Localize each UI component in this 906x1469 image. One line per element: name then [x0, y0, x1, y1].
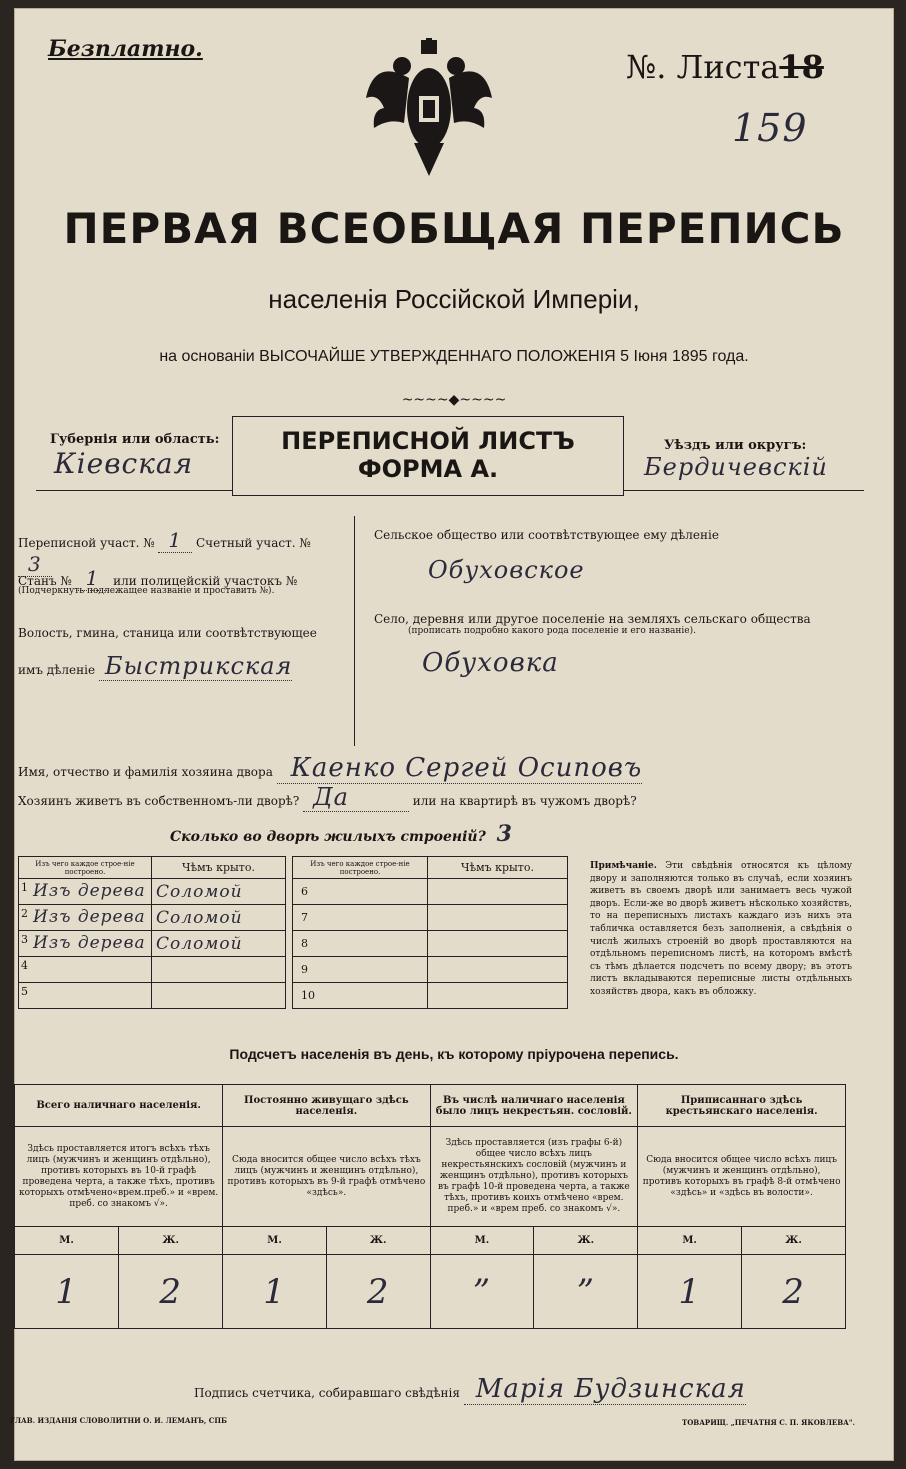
summary-m-value: 1 — [223, 1255, 327, 1329]
uezd-box — [624, 426, 864, 491]
building-number: 9 — [293, 957, 428, 983]
summary-f-label: Ж. — [119, 1227, 223, 1255]
double-eagle-emblem-icon — [364, 38, 494, 178]
signature-line — [194, 1374, 746, 1404]
divider-vertical — [354, 516, 355, 746]
summary-group-head: Приписаннаго здѣсь крестьянскаго населенія. — [638, 1085, 846, 1127]
building-roof — [428, 957, 568, 983]
building-roof — [428, 983, 568, 1009]
owner-lives-value: Да — [303, 783, 409, 812]
schetny-label: Счетный участ. № — [195, 536, 311, 550]
building-material: Изъ дерева — [33, 907, 146, 927]
building-number: 4 — [21, 959, 28, 972]
census-sheet — [10, 8, 894, 1461]
summary-f-value: 2 — [119, 1255, 223, 1329]
form-title: ПЕРЕПИСНОЙ ЛИСТЪ — [281, 427, 575, 455]
owner-name-value: Каенко Сергей Осиповъ — [277, 753, 643, 784]
society-label: Сельское общество или соотвѣтствующее ему дѣленіе — [374, 528, 719, 542]
basis-line: на основаніи ВЫСОЧАЙШЕ УТВЕРЖДЕННАГО ПОЛОЖЕНІЯ 5 Іюня 1895 года. — [159, 348, 749, 365]
summary-group-head: Постоянно живущаго здѣсь населенія. — [223, 1085, 430, 1127]
volost-label-2: имъ дѣленіе — [18, 663, 96, 677]
building-row — [19, 983, 286, 1009]
summary-f-label: Ж. — [534, 1227, 638, 1255]
owner-name-label: Имя, отчество и фамилія хозяина двора — [18, 765, 273, 779]
summary-f-label: Ж. — [742, 1227, 846, 1255]
village-value: Обуховка — [422, 648, 559, 678]
sheet-number-label: №. Листа18 — [626, 48, 824, 86]
signature-value: Марія Будзинская — [464, 1374, 746, 1405]
summary-f-label: Ж. — [326, 1227, 430, 1255]
perepisnoy-label: Переписной участ. № — [18, 536, 155, 550]
building-roof — [152, 957, 286, 983]
building-roof: Соломой — [152, 879, 286, 905]
note-title: Примѣчаніе. — [590, 861, 657, 871]
footer-right: ТОВАРИЩ. „ПЕЧАТНЯ С. П. ЯКОВЛЕВА". — [682, 1418, 855, 1427]
perepisnoy-value: 1 — [158, 528, 192, 553]
building-count-label: Сколько во дворѣ жилыхъ строеній? — [170, 829, 486, 845]
police-label: или полицейскій участокъ № — [113, 574, 298, 588]
summary-m-label: М. — [223, 1227, 327, 1255]
stan-value: 1 — [76, 566, 110, 591]
building-roof — [428, 879, 568, 905]
building-row — [19, 931, 286, 957]
summary-group-desc: Здѣсь проставляется итогъ всѣхъ тѣхъ лицъ (мужчинъ и женщинъ отдѣльно), противъ которыхъ въ 10-й графѣ проведена черта, а также тѣхъ, противъ которыхъ отмѣчено«врем.преб.» и «врем. преб. со знакомъ √». — [15, 1127, 223, 1227]
guberniya-label: Губернія или область: — [50, 432, 220, 447]
building-row — [293, 879, 568, 905]
building-row — [19, 879, 286, 905]
buildings-table-left — [18, 856, 286, 1009]
summary-group-head: Всего наличнаго населенія. — [15, 1085, 223, 1127]
volost-label: Волость, гмина, станица или соотвѣтствующее — [18, 626, 317, 640]
building-row — [19, 957, 286, 983]
guberniya-box — [36, 426, 232, 491]
buildings-note — [590, 860, 852, 999]
building-row — [293, 983, 568, 1009]
guberniya-value: Кіевская — [54, 447, 194, 480]
building-number: 2 — [21, 907, 28, 920]
buildings-table-right — [292, 856, 568, 1009]
form-name: ФОРМА А. — [357, 455, 499, 483]
free-label: Безплатно. — [48, 36, 203, 62]
summary-group-desc: Здѣсь проставляется (изъ графы 6-й) общее число всѣхъ лицъ некрестьянскихъ сословій (мужчинъ и женщинъ отдѣльно), противъ которыхъ въ графѣ 10-й проведена черта, а также тѣхъ, противъ коихъ отмѣчено «врем. преб.» и «врем преб. со знакомъ √». — [430, 1127, 638, 1227]
buildings-col2-head-right: Чѣмъ крыто. — [428, 857, 568, 879]
summary-f-value: ” — [534, 1255, 638, 1329]
buildings-col2-head: Чѣмъ крыто. — [152, 857, 286, 879]
summary-group-desc: Сюда вносится общее число всѣхъ тѣхъ лицъ (мужчинъ и женщинъ отдѣльно), противъ которыхъ въ 9-й графѣ отмѣчено «здѣсь». — [223, 1127, 430, 1227]
uezd-value: Бердичевскій — [644, 453, 828, 481]
summary-m-value: ” — [430, 1255, 534, 1329]
right-info-block — [374, 528, 854, 678]
ornament-divider: ~~~~◆~~~~ — [401, 392, 507, 408]
volost-value: Быстрикская — [99, 652, 293, 681]
sheet-number-handwritten: 159 — [732, 106, 808, 150]
summary-f-value: 2 — [742, 1255, 846, 1329]
summary-m-label: М. — [430, 1227, 534, 1255]
summary-m-value: 1 — [15, 1255, 119, 1329]
summary-table — [14, 1084, 846, 1329]
building-row — [293, 905, 568, 931]
form-title-box — [232, 416, 624, 496]
owner-block — [18, 753, 878, 847]
building-material-cell — [19, 905, 152, 931]
page-title: ПЕРВАЯ ВСЕОБЩАЯ ПЕРЕПИСЬ — [63, 204, 845, 253]
building-roof — [152, 983, 286, 1009]
building-number: 5 — [21, 985, 28, 998]
building-roof: Соломой — [152, 931, 286, 957]
summary-f-value: 2 — [326, 1255, 430, 1329]
building-count-value: 3 — [496, 821, 513, 847]
summary-title: Подсчетъ населенія въ день, къ которому пріурочена перепись. — [229, 1046, 679, 1062]
left-info-block — [18, 528, 348, 680]
building-material: Изъ дерева — [33, 881, 146, 901]
underline-note: (Подчеркнуть подлежащее названіе и проставить №). — [18, 586, 275, 596]
buildings-col1-head: Изъ чего каждое строе-ніе построено. — [19, 857, 152, 879]
footer-left: ГЛАВ. ИЗДАНІЯ СЛОВОЛИТНИ О. И. ЛЕМАНЪ, СПБ — [10, 1416, 227, 1425]
building-number: 6 — [293, 879, 428, 905]
village-label: Село, деревня или другое поселеніе на земляхъ сельскаго общества — [374, 612, 811, 626]
schetny-value: 3 — [18, 552, 52, 577]
owner-rent-label: или на квартирѣ въ чужомъ дворѣ? — [412, 794, 637, 808]
building-roof: Соломой — [152, 905, 286, 931]
summary-m-value: 1 — [638, 1255, 742, 1329]
signature-label: Подпись счетчика, собиравшаго свѣдѣнія — [194, 1386, 460, 1400]
summary-m-label: М. — [15, 1227, 119, 1255]
building-roof — [428, 905, 568, 931]
summary-m-label: М. — [638, 1227, 742, 1255]
building-number: 10 — [293, 983, 428, 1009]
building-number: 7 — [293, 905, 428, 931]
building-number: 8 — [293, 931, 428, 957]
subtitle: населенія Россійской Имперіи, — [268, 284, 640, 314]
building-number: 1 — [21, 881, 28, 894]
buildings-col1-head-right: Изъ чего каждое строе-ніе построено. — [293, 857, 428, 879]
summary-group-head: Въ числѣ наличнаго населенія было лицъ некрестьян. сословій. — [430, 1085, 638, 1127]
society-value: Обуховское — [428, 556, 585, 584]
building-roof — [428, 931, 568, 957]
building-material-cell — [19, 957, 152, 983]
building-material: Изъ дерева — [33, 933, 146, 953]
building-material-cell — [19, 879, 152, 905]
village-note: (прописать подробно какого рода поселеніе и его названіе). — [408, 626, 696, 636]
owner-lives-label: Хозяинъ живетъ въ собственномъ-ли дворѣ? — [18, 794, 300, 808]
building-material-cell — [19, 931, 152, 957]
stan-label: Станъ № — [18, 574, 72, 588]
building-row — [293, 957, 568, 983]
note-text: Эти свѣдѣнія относятся къ цѣлому двору и заполняются только въ случаѣ, если хозяинъ живетъ въ своемъ дворѣ или занимаетъ весь чужой дворъ. Если-же во дворѣ живетъ нѣсколько хозяйствъ, то на переписныхъ листахъ каждаго изъ нихъ эта табличка оставляется безъ заполненія, а свѣдѣнія о числѣ жилыхъ строеній во дворѣ проставляются на отдѣльномъ переписномъ листѣ, на которомъ вмѣстѣ съ тѣмъ дѣлается подсчетъ по всему двору; въ этотъ листъ вкладываются переписные листы отдѣльныхъ хозяйствъ двора, какъ въ обложку. — [590, 861, 852, 997]
uezd-label: Уѣздъ или округъ: — [664, 438, 807, 453]
summary-group-desc: Сюда вносится общее число всѣхъ лицъ (мужчинъ и женщинъ отдѣльно), противъ которыхъ въ графѣ 8-й отмѣчено «здѣсь» и «здѣсь въ волости». — [638, 1127, 846, 1227]
building-row — [19, 905, 286, 931]
building-material-cell — [19, 983, 152, 1009]
building-number: 3 — [21, 933, 28, 946]
building-row — [293, 931, 568, 957]
